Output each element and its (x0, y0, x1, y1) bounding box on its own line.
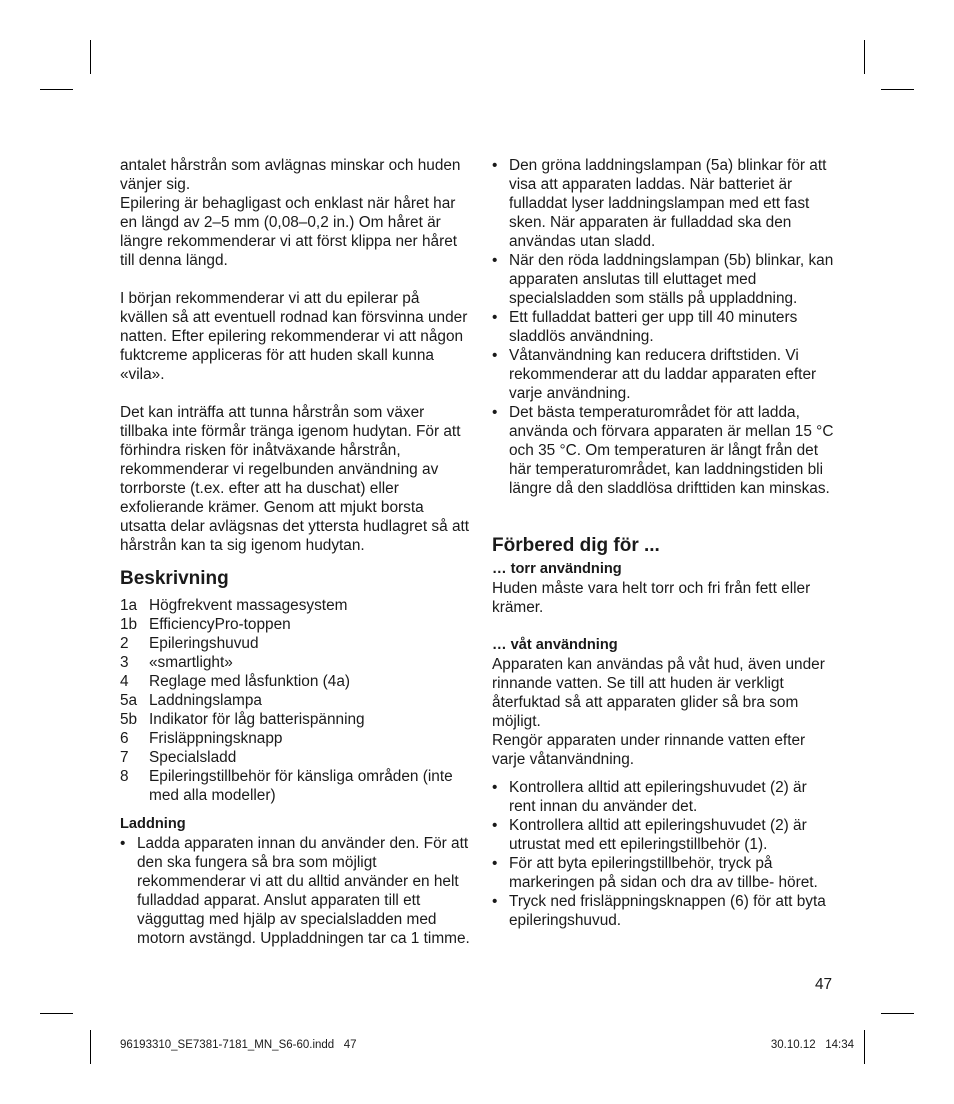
description-item-text: Reglage med låsfunktion (4a) (149, 673, 351, 690)
description-item (120, 634, 470, 653)
paragraph-hair-reduction: antalet hårstrån som avlägnas minskar och huden vänjer sig. (120, 157, 461, 193)
crop-mark-top-right-horizontal (881, 89, 914, 90)
page-number: 47 (815, 976, 833, 993)
crop-mark-top-left-vertical (90, 40, 91, 74)
list-item: • Det bästa temperaturområdet för att ladda, använda och förvara apparaten är mellan 15 °C och 35 °C. Om temperaturen är långt från det här temperaturområdet, kan laddningstiden bli längre då den sladdlösa drifttiden kan minskas. (492, 403, 837, 498)
description-item-text: Epileringshuvud (149, 635, 259, 652)
description-item-text: Laddningslampa (149, 692, 262, 709)
description-item-number: 4 (120, 673, 129, 690)
description-item-number: 6 (120, 730, 129, 747)
list-item: • Våtanvändning kan reducera driftstiden. Vi rekommenderar att du laddar apparaten efter varje användning. (492, 346, 837, 403)
paragraph-hair-length: Epilering är behagligast och enklast när håret har en längd av 2–5 mm (0,08–0,2 in.) Om håret är längre rekommenderar vi att först klippa ner håret till denna längd. (120, 195, 458, 269)
paragraph-wet-cleaning: Rengör apparaten under rinnande vatten efter varje våtanvändning. (492, 732, 806, 768)
preparation-list (492, 778, 837, 930)
description-item-text: EfficiencyPro-toppen (149, 616, 291, 633)
description-item-text: Epileringstillbehör för känsliga områden (inte med alla modeller) (149, 768, 453, 804)
description-item (120, 672, 470, 691)
heading-dry-use: … torr användning (492, 561, 622, 577)
footer-date: 30.10.12 14:34 (770, 1039, 854, 1051)
list-item: • För att byta epileringstillbehör, tryck på markeringen på sidan och dra av tillbe- höret. (492, 854, 837, 892)
description-item-number: 2 (120, 635, 129, 652)
paragraph-wet-use: Apparaten kan användas på våt hud, även under rinnande vatten. Se till att huden är verkligt återfuktad så att apparaten glider så bra som möjligt. (492, 656, 825, 730)
description-item (120, 767, 470, 805)
description-item (120, 691, 470, 710)
list-item: • Den gröna laddningslampan (5a) blinkar för att visa att apparaten laddas. När batteriet är fulladdat lyser laddningslampan med ett fast sken. När apparaten är fulladdad ska den användas utan sladd. (492, 156, 837, 251)
list-item: • Ett fulladdat batteri ger upp till 40 minuters sladdlös användning. (492, 308, 837, 346)
charging-info-list (492, 156, 837, 498)
description-item-text: Specialsladd (149, 749, 237, 766)
description-item (120, 710, 470, 729)
description-item-number: 8 (120, 768, 129, 785)
description-item (120, 615, 470, 634)
description-item-number: 1a (120, 597, 138, 614)
description-item-text: Indikator för låg batterispänning (149, 711, 365, 728)
description-item-number: 1b (120, 616, 138, 633)
description-item (120, 653, 470, 672)
right-column (492, 156, 837, 930)
paragraph-ingrown-hair: Det kan inträffa att tunna hårstrån som växer tillbaka inte förmår tränga igenom hudytan. För att förhindra risken för inåtväxande hårstrån, rekommenderar vi regelbunden användning av torrborste (t.ex. efter att ha duschat) eller exfolierande krämer. Genom att mjukt borsta utsatta delar avlägsnas det yttersta hudlagret så att hårstrån kan ta sig igenom hudytan. (120, 404, 470, 554)
description-list (120, 596, 470, 805)
crop-mark-bottom-left-horizontal (40, 1013, 73, 1014)
description-item-number: 7 (120, 749, 129, 766)
description-item-number: 5a (120, 692, 138, 709)
paragraph-dry-use: Huden måste vara helt torr och fri från fett eller krämer. (492, 580, 811, 616)
list-item: • Ladda apparaten innan du använder den. För att den ska fungera så bra som möjligt rekommenderar vi att du alltid använder en helt fulladdad apparat. Anslut apparaten till ett vägguttag med hjälp av specialsladden med motorn avstängd. Uppladdningen tar ca 1 timme. (120, 834, 470, 948)
description-item-number: 3 (120, 654, 129, 671)
heading-wet-use: … våt användning (492, 637, 618, 653)
crop-mark-bottom-right-horizontal (881, 1013, 914, 1014)
list-item: • Kontrollera alltid att epileringshuvudet (2) är utrustat med ett epileringstillbehör (1). (492, 816, 837, 854)
list-item: • När den röda laddningslampan (5b) blinkar, kan apparaten anslutas till eluttaget med specialsladden som ställs på uppladdning. (492, 251, 837, 308)
charging-list (120, 834, 470, 948)
description-item-number: 5b (120, 711, 138, 728)
list-item: • Kontrollera alltid att epileringshuvudet (2) är rent innan du använder det. (492, 778, 837, 816)
left-column (120, 156, 470, 948)
crop-mark-top-left-horizontal (40, 89, 73, 90)
description-item-text: «smartlight» (149, 654, 233, 671)
description-item (120, 748, 470, 767)
footer-file-info: 96193310_SE7381-7181_MN_S6-60.indd 47 (120, 1039, 357, 1051)
description-item-text: Frisläppningsknapp (149, 730, 283, 747)
crop-mark-bottom-right-vertical (864, 1030, 865, 1064)
heading-prepare: Förbered dig för ... (492, 535, 660, 556)
heading-description: Beskrivning (120, 568, 229, 589)
crop-mark-bottom-left-vertical (90, 1030, 91, 1064)
list-item: • Tryck ned frisläppningsknappen (6) för att byta epileringshuvud. (492, 892, 837, 930)
paragraph-evening-tip: I början rekommenderar vi att du epilerar på kvällen så att eventuell rodnad kan försvinna under natten. Efter epilering rekommenderar vi att någon fuktcreme appliceras för att huden skall kunna «vila». (120, 290, 468, 383)
heading-charging: Laddning (120, 816, 186, 832)
description-item-text: Högfrekvent massagesystem (149, 597, 348, 614)
crop-mark-top-right-vertical (864, 40, 865, 74)
description-item (120, 729, 470, 748)
description-item (120, 596, 470, 615)
